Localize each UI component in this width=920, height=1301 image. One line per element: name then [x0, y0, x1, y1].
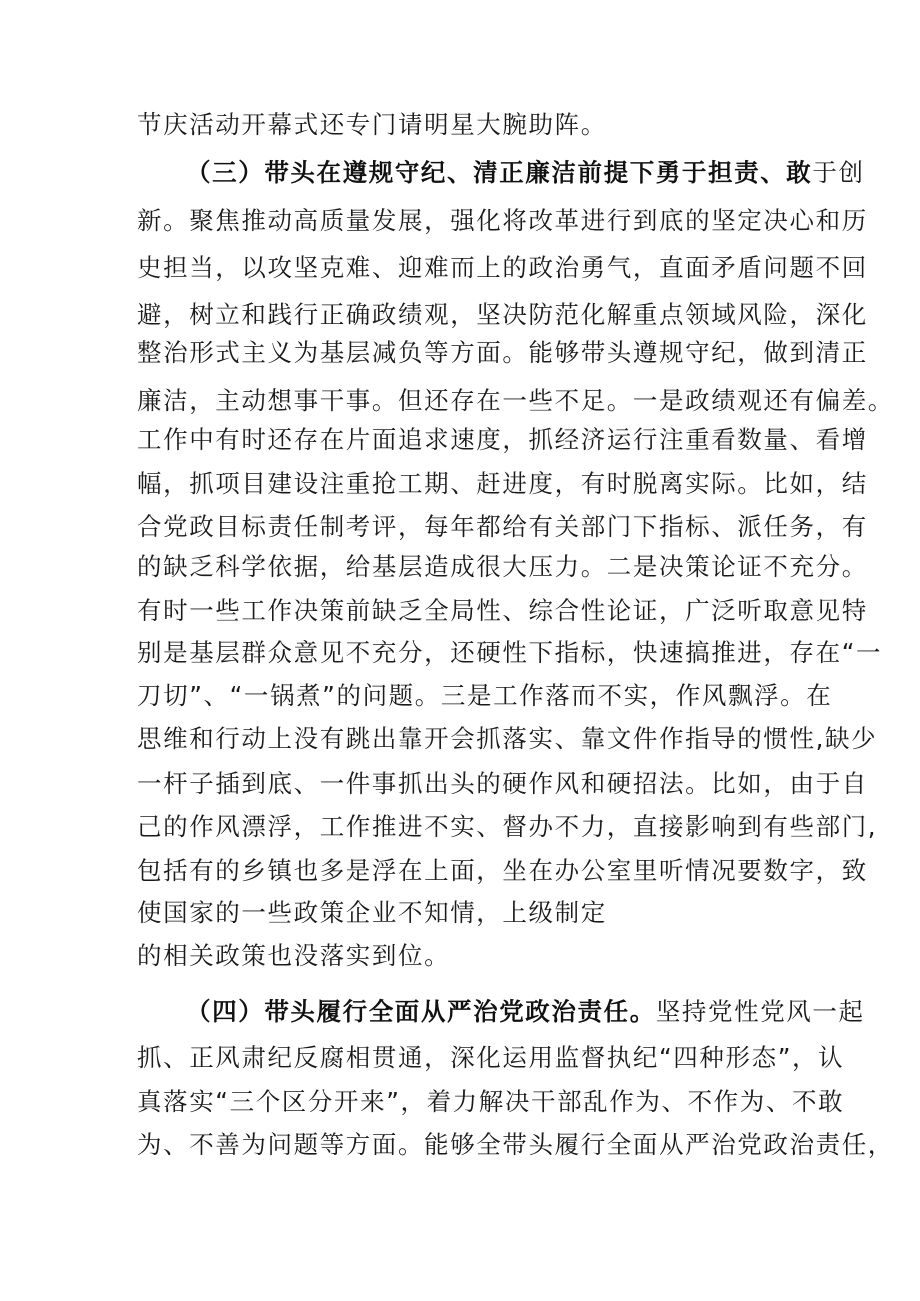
section-title: 带头在遵规守纪、清正廉洁前提下勇于担责、敢: [264, 158, 813, 187]
section-title: 带头履行全面从严治党政治责任。: [264, 997, 656, 1026]
text-line: 史担当，以攻坚克难、迎难而上的政治勇气，直面矛盾问题不回: [137, 253, 868, 282]
text-line: 避，树立和践行正确政绩观，坚决防范化解重点领域风险，深化: [137, 300, 868, 329]
text-line: 刀切”、“一锅煮”的问题。三是工作落而不实，作风飘浮。在: [137, 681, 833, 710]
section-heading-4: [186, 995, 865, 1029]
text-line: 工作中有时还存在片面追求速度，抓经济运行注重看数量、看增: [137, 425, 868, 454]
text-line: 为、不善为问题等方面。能够全带头履行全面从严治党政治责任，: [137, 1130, 894, 1159]
text-line: 别是基层群众意见不充分，还硬性下指标，快速搞推进，存在“一: [137, 638, 883, 667]
section-number: （四）: [186, 997, 265, 1026]
section-heading-3: [186, 156, 865, 190]
text-run: 坚持党性党风一起: [655, 997, 865, 1026]
text-line: 思维和行动上没有跳出靠开会抓落实、靠文件作指导的惯性,缺少: [137, 724, 878, 753]
text-line: 的缺乏科学依据，给基层造成很大压力。二是决策论证不充分。: [137, 552, 868, 581]
text-line: 一杆子插到底、一件事抓出头的硬作风和硬招法。比如，由于自: [137, 769, 868, 798]
text-line: 整治形式主义为基层减负等方面。能够带头遵规守纪，做到清正: [137, 338, 868, 367]
text-line: 廉洁，主动想事干事。但还存在一些不足。一是政绩观还有偏差。: [137, 386, 894, 415]
text-line: 幅，抓项目建设注重抢工期、赶进度，有时脱离实际。比如，结: [137, 469, 868, 498]
text-line: 包括有的乡镇也多是浮在上面，坐在办公室里听情况要数字，致: [137, 856, 868, 885]
text-line: 真落实“三个区分开来”，着力解决干部乱作为、不作为、不敢: [137, 1087, 845, 1116]
text-line: 有时一些工作决策前缺乏全局性、综合性论证，广泛听取意见特: [137, 596, 868, 625]
text-line: 抓、正风肃纪反腐相贯通，深化运用监督执纪“四种形态”，认: [137, 1043, 845, 1072]
section-number: （三）: [186, 158, 265, 187]
text-line: 合党政目标责任制考评，每年都给有关部门下指标、派任务，有: [137, 512, 868, 541]
text-run: 于创: [812, 158, 865, 187]
text-line: 己的作风漂浮，工作推进不实、督办不力，直接影响到有些部门,: [137, 812, 878, 841]
text-line: 的相关政策也没落实到位。: [137, 941, 451, 970]
text-line: 新。聚焦推动高质量发展，强化将改革进行到底的坚定决心和历: [137, 206, 868, 235]
text-line: 节庆活动开幕式还专门请明星大腕助阵。: [137, 110, 607, 139]
text-line: 使国家的一些政策企业不知情，上级制定: [137, 898, 607, 927]
